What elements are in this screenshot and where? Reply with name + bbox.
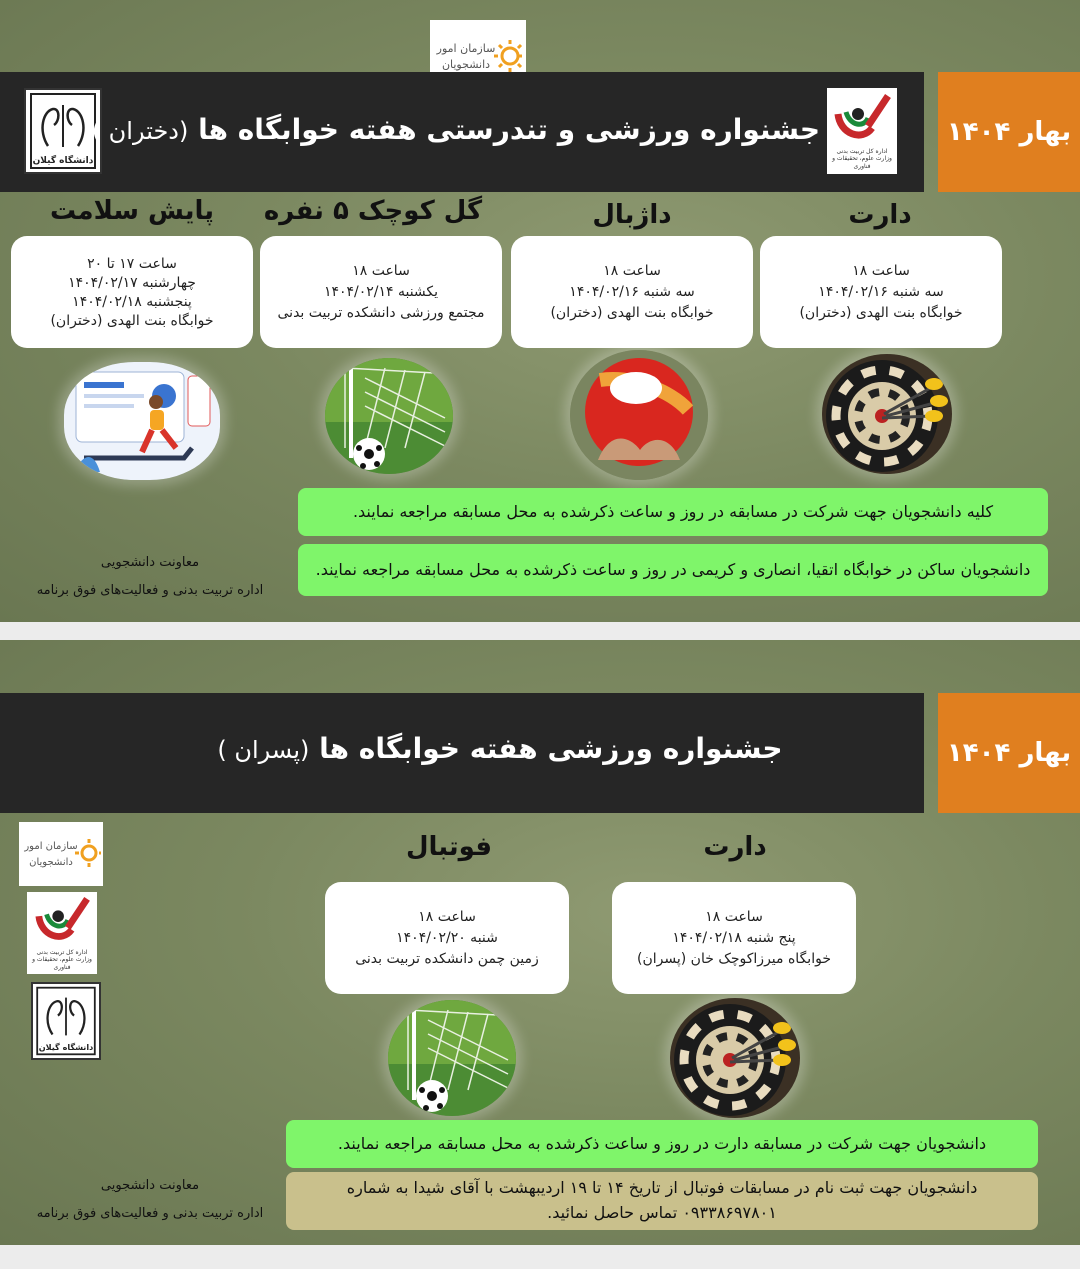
sun-icon (21, 827, 101, 881)
students-affairs-logo (19, 822, 103, 886)
event-location: خوابگاه بنت الهدی (دختران) (50, 312, 214, 329)
panel-separator (0, 622, 1080, 640)
event-date: پنج شنبه ۱۴۰۴/۰۲/۱۸ (672, 930, 796, 946)
svg-text:سازمان امور: سازمان امور (436, 42, 496, 55)
event-date: سه شنبه ۱۴۰۴/۰۲/۱۶ (818, 284, 944, 300)
event-card-dodgeball (511, 236, 753, 348)
event-time: ساعت ۱۸ (603, 263, 661, 279)
season-badge: بهار ۱۴۰۴ (938, 72, 1080, 192)
bottom-strip (0, 1245, 1080, 1269)
event-title-darts: دارت (703, 832, 767, 862)
svg-text:دانشجویان: دانشجویان (29, 857, 73, 868)
event-title-health-check: پایش سلامت (49, 196, 215, 226)
notice-2-line-2: ۰۹۳۳۸۶۹۷۸۰۱ تماس حاصل نمائید. (547, 1203, 777, 1222)
ministry-logo (827, 88, 897, 174)
ministry-logo-text: اداره کل تربیت بدنی وزارت علوم، تحقیقات و فناوری (32, 949, 92, 971)
event-date: سه شنبه ۱۴۰۴/۰۲/۱۶ (569, 284, 695, 300)
dartboard-icon (670, 998, 800, 1118)
ministry-logo-text: اداره کل تربیت بدنی وزارت علوم، تحقیقات و فناوری (832, 148, 892, 170)
event-title-futsal: گل کوچک ۵ نفره (263, 196, 483, 226)
event-time: ساعت ۱۸ (705, 909, 763, 925)
title-main: جشنواره ورزشی هفته خوابگاه ها (319, 732, 783, 765)
event-card-darts (612, 882, 856, 994)
event-time: ساعت ۱۸ (352, 263, 410, 279)
svg-text:سازمان امور: سازمان امور (24, 841, 78, 852)
ball-icon (570, 350, 708, 480)
page-title (91, 113, 820, 146)
event-location: مجتمع ورزشی دانشکده تربیت بدنی (277, 305, 485, 321)
event-date: یکشنبه ۱۴۰۴/۰۲/۱۴ (323, 284, 439, 300)
event-card-futsal (260, 236, 502, 348)
title-sub: (دختران ) (91, 117, 189, 145)
footer-office: اداره تربیت بدنی و فعالیت‌های فوق برنامه (36, 1206, 264, 1221)
title-main: جشنواره ورزشی و تندرستی هفته خوابگاه ها (198, 113, 820, 146)
event-title-football: فوتبال (405, 832, 493, 862)
checkmark-logo-icon (832, 92, 892, 148)
notice-1: کلیه دانشجویان جهت شرکت در مسابقه در روز و ساعت ذکرشده به محل مسابقه مراجعه نمایند. (298, 488, 1048, 536)
svg-text:دانشجویان: دانشجویان (441, 58, 491, 71)
footer-office: اداره تربیت بدنی و فعالیت‌های فوق برنامه (36, 583, 264, 598)
title-sub: (پسران ) (217, 736, 310, 764)
event-title-darts: دارت (848, 200, 912, 230)
season-badge: بهار ۱۴۰۴ (938, 693, 1080, 813)
page-title (140, 732, 860, 765)
notice-2: دانشجویان ساکن در خوابگاه اتقیا، انصاری و کریمی در روز و ساعت ذکرشده به محل مسابقه مراجعه نمایند. (298, 544, 1048, 596)
footer-deputy: معاونت دانشجویی (100, 555, 200, 570)
ministry-logo (27, 892, 97, 974)
university-logo (24, 88, 102, 174)
soccer-goal-icon (388, 1000, 516, 1116)
event-time: ساعت ۱۸ (852, 263, 910, 279)
event-title-dodgeball: داژبال (592, 200, 672, 230)
girls-panel (0, 0, 1080, 622)
event-card-health-check (11, 236, 253, 348)
notice-1: دانشجویان جهت شرکت در مسابقه دارت در روز و ساعت ذکرشده به محل مسابقه مراجعه نمایند. (286, 1120, 1038, 1168)
dartboard-icon (822, 354, 952, 474)
event-time: ساعت ۱۸ (418, 909, 476, 925)
treadmill-icon (64, 362, 220, 480)
footer-deputy: معاونت دانشجویی (100, 1178, 200, 1193)
notice-2 (286, 1172, 1038, 1230)
event-location: خوابگاه بنت الهدی (دختران) (799, 305, 963, 321)
event-date: شنبه ۱۴۰۴/۰۲/۲۰ (396, 930, 498, 946)
checkmark-logo-icon (32, 895, 92, 949)
event-card-football (325, 882, 569, 994)
boys-panel (0, 640, 1080, 1245)
event-location: خوابگاه میرزاکوچک خان (پسران) (637, 951, 831, 967)
event-date-2: پنجشنبه ۱۴۰۴/۰۲/۱۸ (72, 293, 192, 310)
event-location: خوابگاه بنت الهدی (دختران) (550, 305, 714, 321)
soccer-goal-icon (325, 358, 453, 474)
university-logo (31, 982, 101, 1060)
notice-2-line-1: دانشجویان جهت ثبت نام در مسابقات فوتبال از تاریخ ۱۴ تا ۱۹ اردیبهشت با آقای شیدا به شماره (346, 1178, 978, 1198)
event-location: زمین چمن دانشکده تربیت بدنی (355, 951, 539, 967)
event-card-darts (760, 236, 1002, 348)
event-date: چهارشنبه ۱۴۰۴/۰۲/۱۷ (68, 274, 196, 291)
svg-text:دانشگاه گیلان: دانشگاه گیلان (38, 1041, 94, 1052)
svg-text:دانشگاه گیلان: دانشگاه گیلان (32, 156, 94, 166)
event-time: ساعت ۱۷ تا ۲۰ (87, 255, 177, 272)
